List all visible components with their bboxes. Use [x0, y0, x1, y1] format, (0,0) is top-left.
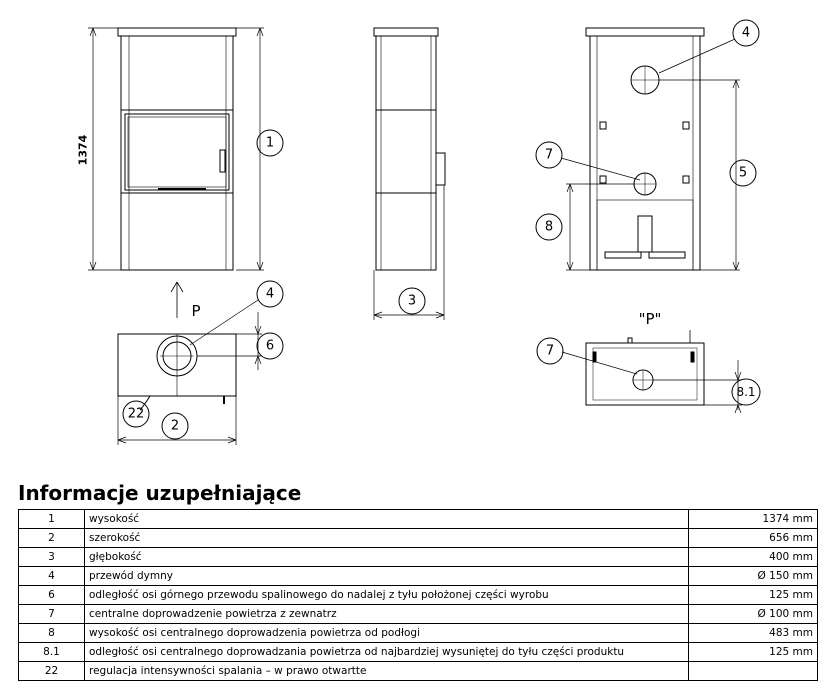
table-row [19, 510, 818, 529]
table-row [19, 624, 818, 643]
table-row [19, 643, 818, 662]
callout-7-view-p-label: 7 [545, 343, 555, 359]
row-number: 3 [19, 548, 85, 567]
row-number: 8.1 [19, 643, 85, 662]
row-description: wysokość osi centralnego doprowadzenia powietrza od podłogi [85, 624, 689, 643]
side-view [374, 28, 445, 320]
callout-3-label: 3 [407, 293, 417, 309]
row-value [689, 662, 818, 681]
spec-table-body [19, 510, 818, 681]
callout-2-label: 2 [170, 418, 180, 434]
row-description: odległość osi centralnego doprowadzania powietrza od najbardziej wysuniętej do tyłu części produktu [85, 643, 689, 662]
callout-4-top-label: 4 [265, 286, 275, 302]
callout-8-label: 8 [544, 219, 554, 235]
section-title: Informacje uzupełniające [18, 481, 302, 505]
row-number: 22 [19, 662, 85, 681]
side-body [376, 36, 436, 270]
view-p [537, 330, 760, 413]
callout-8-1-label: 8.1 [736, 385, 756, 399]
table-row [19, 529, 818, 548]
row-value: 400 mm [689, 548, 818, 567]
callout-5-label: 5 [738, 165, 748, 181]
row-value: 125 mm [689, 643, 818, 662]
row-number: 6 [19, 586, 85, 605]
front-top-cap [118, 28, 236, 36]
row-description: przewód dymny [85, 567, 689, 586]
row-description: głębokość [85, 548, 689, 567]
front-view [88, 28, 283, 270]
table-row [19, 586, 818, 605]
arrow-p-label: P [191, 302, 201, 320]
table-row [19, 605, 818, 624]
height-dimension-label: 1374 [76, 134, 90, 166]
row-value: Ø 100 mm [689, 605, 818, 624]
view-p-outline [586, 343, 704, 405]
row-value: 656 mm [689, 529, 818, 548]
row-number: 7 [19, 605, 85, 624]
row-description: odległość osi górnego przewodu spalinowego do nadalej z tyłu położonej części wyrobu [85, 586, 689, 605]
row-description: wysokość [85, 510, 689, 529]
side-handle [436, 153, 445, 185]
height-dimension [88, 28, 121, 270]
callout-6-label: 6 [265, 338, 275, 354]
row-value: 1374 mm [689, 510, 818, 529]
table-row [19, 662, 818, 681]
row-description: regulacja intensywności spalania – w prawo otwartte [85, 662, 689, 681]
row-description: szerokość [85, 529, 689, 548]
row-description: centralne doprowadzenie powietrza z zewnatrz [85, 605, 689, 624]
table-row [19, 567, 818, 586]
row-number: 1 [19, 510, 85, 529]
spec-table [18, 509, 818, 681]
row-value: Ø 150 mm [689, 567, 818, 586]
fire-door-glass [125, 114, 229, 190]
callout-22-label: 22 [127, 406, 145, 422]
view-p-title: "P" [638, 310, 662, 328]
front-body [121, 36, 233, 270]
row-number: 2 [19, 529, 85, 548]
row-number: 4 [19, 567, 85, 586]
callout-7-rear-label: 7 [544, 147, 554, 163]
door-handle [220, 150, 225, 172]
table-row [19, 548, 818, 567]
callout-1-label: 1 [265, 135, 275, 151]
rear-view [536, 20, 759, 270]
row-number: 8 [19, 624, 85, 643]
row-value: 483 mm [689, 624, 818, 643]
row-value: 125 mm [689, 586, 818, 605]
callout-4-rear-label: 4 [741, 25, 751, 41]
